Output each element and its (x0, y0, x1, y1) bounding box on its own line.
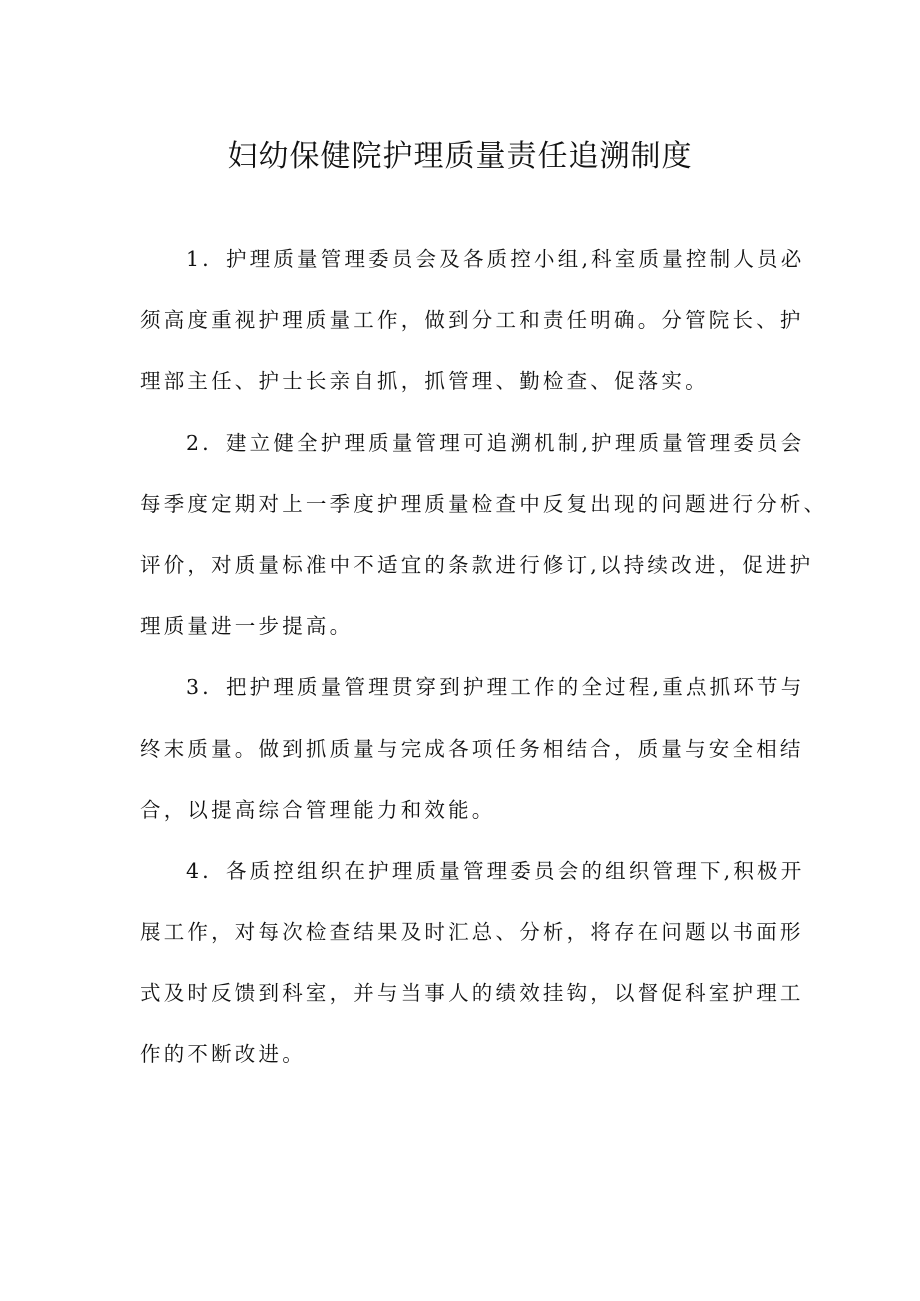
paragraph-line: 每季度定期对上一季度护理质量检查中反复出现的问题进行分析、 (140, 491, 828, 516)
paragraph-line: 终末质量。做到抓质量与完成各项任务相结合，质量与安全相结 (140, 736, 804, 761)
paragraph-line: 理部主任、护士长亲自抓，抓管理、勤检查、促落实。 (140, 369, 709, 394)
paragraph-line: 3．把护理质量管理贯穿到护理工作的全过程,重点抓环节与 (186, 675, 805, 700)
paragraph-line: 合，以提高综合管理能力和效能。 (140, 797, 496, 822)
paragraph-line: 2．建立健全护理质量管理可追溯机制,护理质量管理委员会 (186, 430, 805, 455)
paragraph-2 (140, 420, 828, 665)
document-title: 妇幼保健院护理质量责任追溯制度 (227, 139, 693, 174)
paragraph-4 (140, 848, 805, 1093)
paragraph-3 (140, 664, 805, 848)
paragraph-line: 理质量进一步提高。 (140, 614, 354, 639)
paragraph-line: 作的不断改进。 (140, 1042, 306, 1067)
paragraph-1 (140, 236, 805, 420)
paragraph-line: 评价，对质量标准中不适宜的条款进行修订,以持续改进，促进护 (140, 552, 814, 577)
paragraph-line: 式及时反馈到科室，并与当事人的绩效挂钩，以督促科室护理工 (140, 981, 804, 1006)
document-body (140, 236, 828, 1093)
paragraph-line: 须高度重视护理质量工作，做到分工和责任明确。分管院长、护 (140, 308, 804, 333)
paragraph-line: 展工作，对每次检查结果及时汇总、分析，将存在问题以书面形 (140, 920, 804, 945)
paragraph-line: 4．各质控组织在护理质量管理委员会的组织管理下,积极开 (186, 858, 805, 883)
paragraph-line: 1．护理质量管理委员会及各质控小组,科室质量控制人员必 (186, 247, 805, 271)
